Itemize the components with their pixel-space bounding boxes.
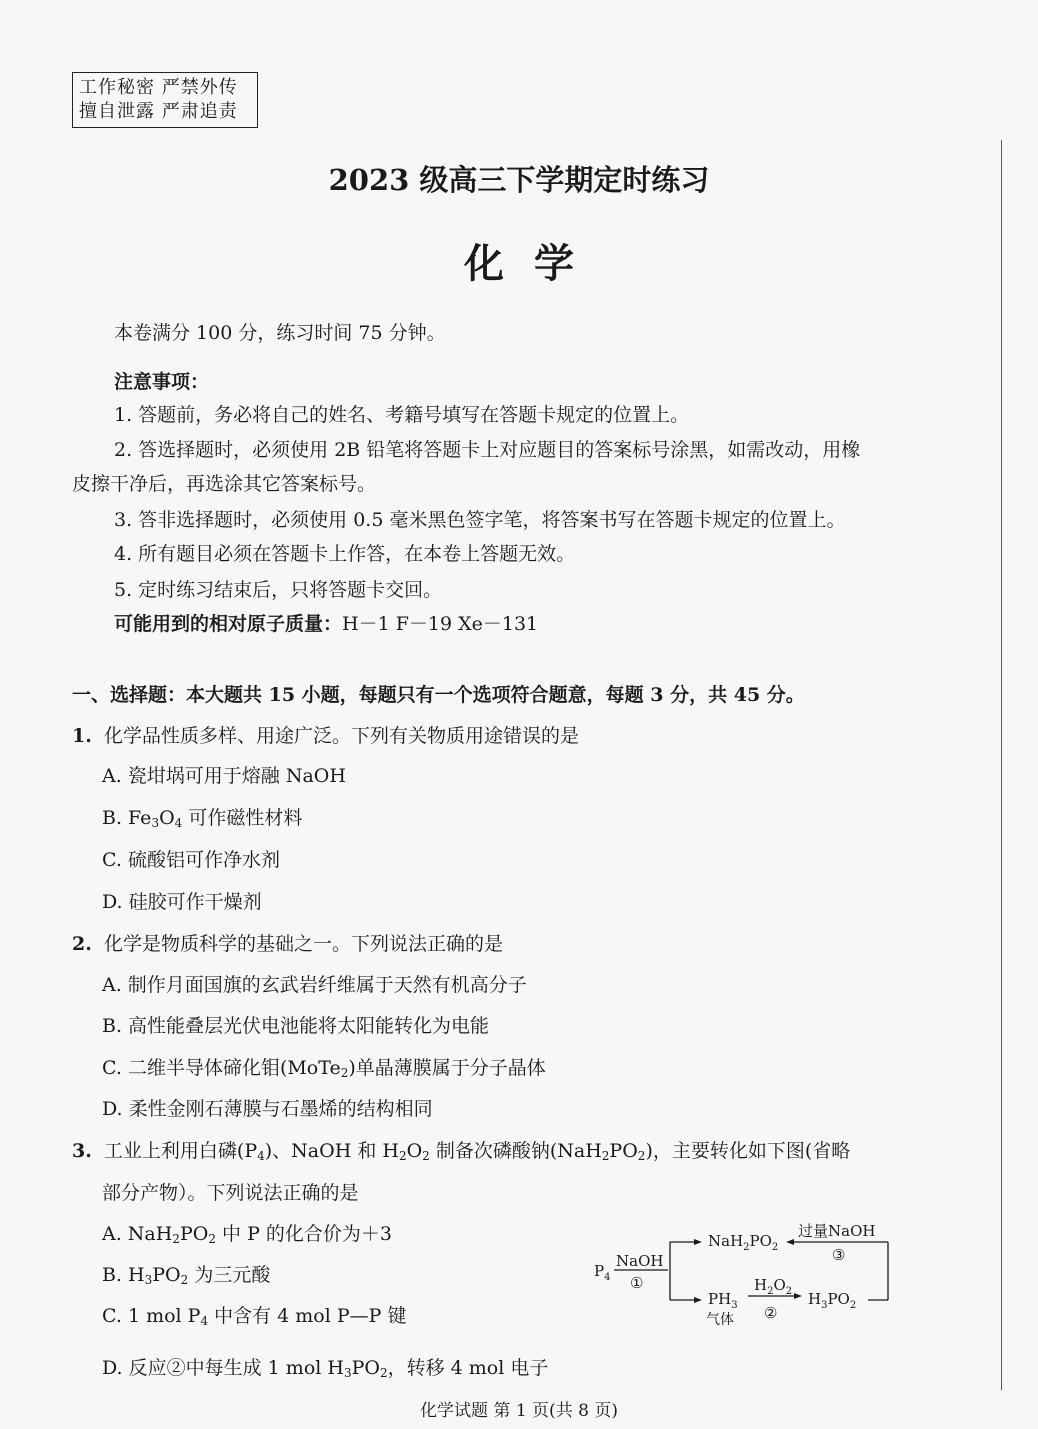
q1-option-c: C. 硫酸铝可作净水剂 <box>102 849 280 871</box>
step-2-marker: ② <box>764 1304 778 1322</box>
page-footer: 化学试题 第 1 页(共 8 页) <box>420 1401 618 1421</box>
exam-title: 2023 级高三下学期定时练习 <box>328 163 710 197</box>
q2-stem <box>72 932 503 956</box>
q3-option-d: D. 反应②中每生成 1 mol $H_3PO_2$，转移 4 mol 电子 <box>102 1357 549 1380</box>
q1-option-a: A. 瓷坩埚可用于熔融 NaOH <box>102 765 346 787</box>
arrow-head-step2 <box>794 1293 802 1299</box>
q2-option-c: C. 二维半导体碲化钼(MoTe$_2$)单晶薄膜属于分子晶体 <box>102 1057 546 1080</box>
q1-stem-text: 化学品性质多样、用途广泛。下列有关物质用途错误的是 <box>103 725 579 747</box>
q1-stem <box>72 724 579 748</box>
stamp-line-2: 擅自泄露 严肃追责 <box>79 101 238 122</box>
step-1-marker: ① <box>630 1274 644 1292</box>
note-2a: 2. 答选择题时，必须使用 2B 铅笔将答题卡上对应题目的答案标号涂黑，如需改动，用橡 <box>114 439 861 461</box>
confidential-stamp <box>72 72 258 128</box>
atomic-mass-label: 可能用到的相对原子质量： <box>114 613 343 635</box>
atomic-mass-line <box>114 612 538 636</box>
p4-label: $P_4$ <box>594 1262 611 1283</box>
q3-option-c: C. 1 mol $P_4$ 中含有 4 mol P—P 键 <box>102 1305 407 1328</box>
q2-stem-text: 化学是物质科学的基础之一。下列说法正确的是 <box>103 933 503 955</box>
note-4: 4. 所有题目必须在答题卡上作答，在本卷上答题无效。 <box>114 543 576 565</box>
q3-stem-line-1: 3. 工业上利用白磷$(P_4)$、NaOH 和 $H_2O_2$ 制备次磷酸钠$(NaH_2PO_2)$，主要转化如下图(省略 <box>72 1140 851 1163</box>
q2-number: 2. <box>72 933 92 955</box>
naoh-reagent: NaOH <box>616 1252 664 1270</box>
note-1: 1. 答题前，务必将自己的姓名、考籍号填写在答题卡规定的位置上。 <box>114 404 690 426</box>
note-5: 5. 定时练习结束后，只将答题卡交回。 <box>114 579 443 601</box>
h2o2-reagent: $H_2O_2$ <box>754 1276 793 1297</box>
q2-option-a: A. 制作月面国旗的玄武岩纤维属于天然有机高分子 <box>102 974 527 996</box>
stamp-line-1: 工作秘密 严禁外传 <box>79 77 238 98</box>
gas-label: 气体 <box>706 1312 734 1328</box>
reaction-flow-diagram <box>590 1212 900 1332</box>
q3-stem-line-2: 部分产物）。下列说法正确的是 <box>102 1182 359 1204</box>
note-2b: 皮擦干净后，再选涂其它答案标号。 <box>72 473 377 495</box>
q2-option-b: B. 高性能叠层光伏电池能将太阳能转化为电能 <box>102 1015 490 1037</box>
note-3: 3. 答非选择题时，必须使用 0.5 毫米黑色签字笔，将答案书写在答题卡规定的位置上。 <box>114 509 846 531</box>
q1-option-b: B. $Fe_3O_4$ 可作磁性材料 <box>102 807 303 830</box>
exam-intro: 本卷满分 100 分，练习时间 75 分钟。 <box>114 322 446 344</box>
q3-number: 3. <box>72 1140 92 1162</box>
h3po2-product: $H_3PO_2$ <box>808 1290 857 1311</box>
excess-naoh-label: 过量NaOH <box>798 1222 876 1240</box>
q1-option-d: D. 硅胶可作干燥剂 <box>102 891 262 913</box>
q3-option-a: A. $NaH_2PO_2$ 中 P 的化合价为＋3 <box>102 1223 392 1246</box>
nah2po2-product: $NaH_2PO_2$ <box>708 1232 779 1253</box>
q1-number: 1. <box>72 725 92 747</box>
subject-title: 化学 <box>464 240 604 287</box>
notes-heading: 注意事项： <box>114 371 210 393</box>
q2-option-d: D. 柔性金刚石薄膜与石墨烯的结构相同 <box>102 1098 433 1120</box>
ph3-product: $PH_3$ <box>708 1290 738 1311</box>
binding-margin-line <box>1001 140 1002 1390</box>
q3-option-b: B. $H_3PO_2$ 为三元酸 <box>102 1264 271 1287</box>
atomic-mass-values: H－1 F－19 Xe－131 <box>342 613 539 635</box>
step-3-marker: ③ <box>832 1246 846 1264</box>
section-1-heading: 一、选择题：本大题共 15 小题，每题只有一个选项符合题意，每题 3 分，共 45 分。 <box>72 684 805 706</box>
arrow-head-top <box>694 1239 702 1245</box>
arrow-head-bottom <box>694 1297 702 1303</box>
